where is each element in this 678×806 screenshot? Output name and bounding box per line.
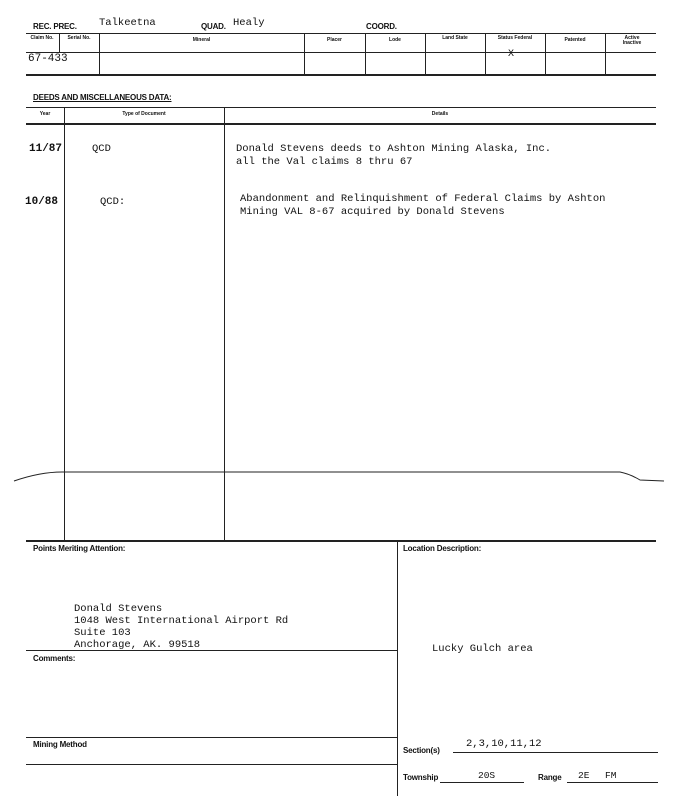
range-label: Range (538, 773, 562, 782)
divider (425, 33, 426, 74)
points-label: Points Meriting Attention: (33, 544, 126, 553)
deed-year: 10/88 (25, 196, 59, 208)
range-value: 2E (578, 770, 590, 781)
deeds-section-title: DEEDS AND MISCELLANEOUS DATA: (33, 93, 172, 102)
quad-value: Healy (233, 17, 265, 29)
col-details: Details (431, 111, 449, 117)
rec-prec-label: REC. PREC. (33, 22, 77, 31)
meridian-value: FM (605, 770, 617, 781)
address-line: Suite 103 (74, 627, 131, 639)
coord-label: COORD. (366, 22, 397, 31)
divider (26, 33, 656, 34)
divider (26, 74, 656, 76)
deed-details-line: Donald Stevens deeds to Ashton Mining Alaska, Inc. (236, 143, 552, 155)
deed-details-line: all the Val claims 8 thru 67 (236, 156, 413, 168)
col-serial-no: Serial No. (67, 35, 91, 41)
divider (485, 33, 486, 74)
section-label: Section(s) (403, 746, 440, 755)
col-claim-no: Claim No. (30, 35, 54, 41)
quad-label: QUAD. (201, 22, 226, 31)
col-status-federal: Status Federal (497, 35, 533, 41)
deed-year: 11/87 (29, 143, 63, 155)
col-lode: Lode (389, 37, 401, 43)
deed-details-line: Mining VAL 8-67 acquired by Donald Stevens (240, 206, 505, 218)
fold-line (0, 462, 678, 492)
township-underline (440, 782, 524, 783)
divider (605, 33, 606, 74)
divider (397, 540, 398, 796)
location-description-label: Location Description: (403, 544, 482, 553)
divider (26, 123, 656, 125)
col-patented: Patented (564, 37, 586, 43)
col-mineral: Mineral (192, 37, 211, 43)
address-line: Donald Stevens (74, 603, 163, 615)
township-label: Township (403, 773, 439, 782)
location-description-value: Lucky Gulch area (432, 643, 533, 655)
col-type-of-document: Type of Document (122, 111, 166, 117)
col-year: Year (39, 111, 51, 117)
rec-prec-value: Talkeetna (99, 17, 156, 29)
divider (26, 737, 397, 738)
divider (26, 52, 656, 53)
col-placer: Placer (326, 37, 342, 43)
deed-type: QCD: (100, 196, 126, 208)
claim-number: 67-433 (28, 53, 68, 65)
divider (26, 540, 656, 542)
section-value: 2,3,10,11,12 (466, 738, 542, 750)
township-value: 20S (478, 770, 496, 781)
address-line: 1048 West International Airport Rd (74, 615, 289, 627)
comments-label: Comments: (33, 654, 76, 663)
deed-type: QCD (92, 143, 111, 155)
col-active-inactive: Active Inactive (622, 35, 642, 46)
address-line: Anchorage, AK. 99518 (74, 639, 201, 651)
divider (26, 107, 656, 108)
mining-method-label: Mining Method (33, 740, 87, 749)
status-federal-mark: X (508, 49, 515, 60)
range-underline (567, 782, 658, 783)
divider (26, 650, 397, 651)
divider (26, 764, 397, 765)
section-underline (453, 752, 658, 753)
col-land-state: Land State (442, 35, 468, 41)
deed-details-line: Abandonment and Relinquishment of Federal Claims by Ashton (240, 193, 606, 205)
